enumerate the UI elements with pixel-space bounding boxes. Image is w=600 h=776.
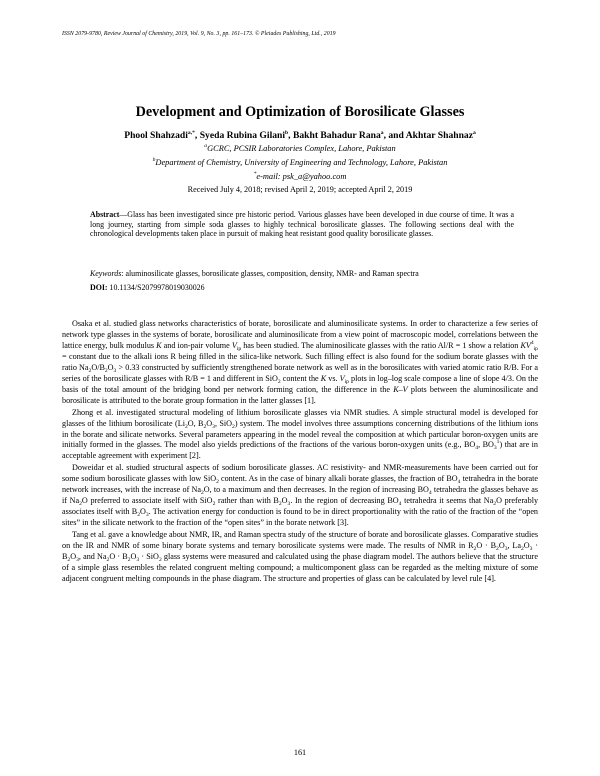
author-name: Bakht Bahadur Rana — [292, 130, 381, 141]
corresponding-email: *e-mail: psk_a@yahoo.com — [253, 171, 347, 181]
author-list: Phool Shahzadi$^{a,*}$, Syeda Rubina Gilani$^b$, Bakht Bahadur Rana$^a$, and Akhtar Shahnaz$^a$ — [124, 130, 476, 141]
author-name: Phool Shahzadi — [124, 130, 188, 141]
body-paragraph-1: Osaka et al. studied glass networks characteristics of borate, borosilicate and aluminosilicate systems. In order to characterize a few series of network type glasses in the systems of borate, borosilicate and aluminosilicate from a view point of macroscopic model, correlations between the lattice energy, bulk modulus K and ion-pair volume $V_{ip}$ has been studied. The aluminosilicate glasses with the ratio Al/R = 1 show a relation $KV^4_{ip}$ = constant due to the alkali ions R being filled in the silica-like network. Such filling effect is also found for the sodium borate glasses with the ratio $Na_2O/B_2O_3 > 0.33$ constructed by sufficiently strengthened borate network as well as in the borosilicates with varied atomic ratio R/B. For a series of the borosilicate glasses with R/B = 1 and different in SiO$_2$ content the K vs. $V_{ip}$ plots in log–log scale compose a line of slope 4/3. On the basis of the total amount of the bridging bond per network forming cation, the difference in the K–V plots between the aluminosilicate and borosilicate is attributed to the borate group formation in the latter glasses [1]. — [62, 319, 539, 405]
keywords-label: Keywords — [90, 269, 122, 278]
body-paragraph-4: Tang et al. gave a knowledge about NMR, IR, and Raman spectra study of the structure of borate and borosilicate glasses. Comparative studies on the IR and NMR of some binary borate systems and ternary borosilicate systems were made. The results of NMR in $R_2O \cdot B_2O_3$, $La_2O_3 \cdot B_2O_3$, and $Na_2O \cdot B_2O_3 \cdot SiO_2$ glass systems were measured and calculated using the phase diagram model. The authors believe that the structure of a simple glass resembles the related congruent melting compound; a multicomponent glass can be regarded as the melting mixture of some adjacent congruent melting compounds in the phase diagram. The structure and properties of glass can be calculated by level rule [4]. — [62, 530, 538, 583]
author-affiliation-mark: a — [380, 130, 384, 136]
author-affiliation-mark: b — [285, 130, 289, 136]
received-dates: Received July 4, 2018; revised April 2, 2019; accepted April 2, 2019 — [187, 185, 413, 194]
abstract-label: Abstract — [90, 210, 120, 219]
doi-value: 10.1134/S2079978019030026 — [107, 283, 205, 292]
body-paragraph-2: Zhong et al. investigated structural modeling of lithium borosilicate glasses via NMR studies. A simple structural model is developed for glasses of the lithium borosilicate ($Li_2O$, $B_2O_3$, SiO$_2$) system. The model involves three assumptions concerning distributions of the lithium ions in the borate and silicate networks. Several parameters appearing in the model reveal the composition at which particular boron-oxygen units are initially formed in the glasses. The model also yields predictions of the fractions of the various boron-oxygen units (e.g., $BO_4$, $BO_3^1$) that are in acceptable agreement with experiment [2]. — [62, 407, 538, 461]
doi-label: DOI: — [90, 283, 108, 292]
author-affiliation-mark: a,* — [187, 130, 195, 136]
running-header: ISSN 2079-9780, Review Journal of Chemistry, 2019, Vol. 9, No. 3, pp. 161–173. © Pleiades Publishing, Ltd., 2019 — [62, 31, 336, 37]
body-paragraph-3: Doweidar et al. studied structural aspects of sodium borosilicate glasses. AC resistivity- and NMR-measurements have been carried out for some sodium borosilicate glasses with low SiO$_2$ content. As in the case of binary alkali borate glasses, the fraction of $BO_4$ tetrahedra in the borate network increases, with the increase of $Na_2O$, to a maximum and then decreases. In the region of increasing $BO_4$ tetrahedra the glasses behave as if $Na_2O$ preferred to associate itself with SiO$_2$ rather than with $B_2O_3$. In the region of decreasing $BO_4$ tetrahedra it seems that $Na_2O$ preferably associates itself with $B_2O_3$. The activation energy for conduction is found to be in direct proportionality with the ratio of the fraction of the “open sites” in the silicate network to the fraction of the “open sites” in the borate network [3]. — [62, 463, 539, 528]
article-title: Development and Optimization of Borosilicate Glasses — [135, 104, 465, 120]
author-affiliation-mark: a — [472, 130, 476, 136]
author-name: Akhtar Shahnaz — [405, 130, 473, 141]
keywords — [90, 269, 520, 278]
article-body — [62, 319, 538, 585]
abstract — [90, 210, 514, 239]
page-number: 161 — [293, 748, 307, 757]
author-name: Syeda Rubina Gilani — [199, 130, 286, 141]
doi — [90, 283, 205, 292]
affiliation-b: $^b$Department of Chemistry, University of Engineering and Technology, Lahore, Pakistan — [152, 157, 448, 167]
abstract-text: —Glass has been investigated since pre historic period. Various glasses have been developed in due course of time. It was a long journey, starting from simple soda glasses to highly technical borosilicate glasses. The following sections deal with the chronological developments taken place in pursuit of making heat resistant good quality borosilicate glasses. — [90, 210, 514, 239]
affiliation-a: $^a$GCRC, PCSIR Laboratories Complex, Lahore, Pakistan — [204, 143, 396, 153]
keywords-text: : aluminosilicate glasses, borosilicate glasses, composition, density, NMR- and Raman spectra — [121, 269, 419, 278]
